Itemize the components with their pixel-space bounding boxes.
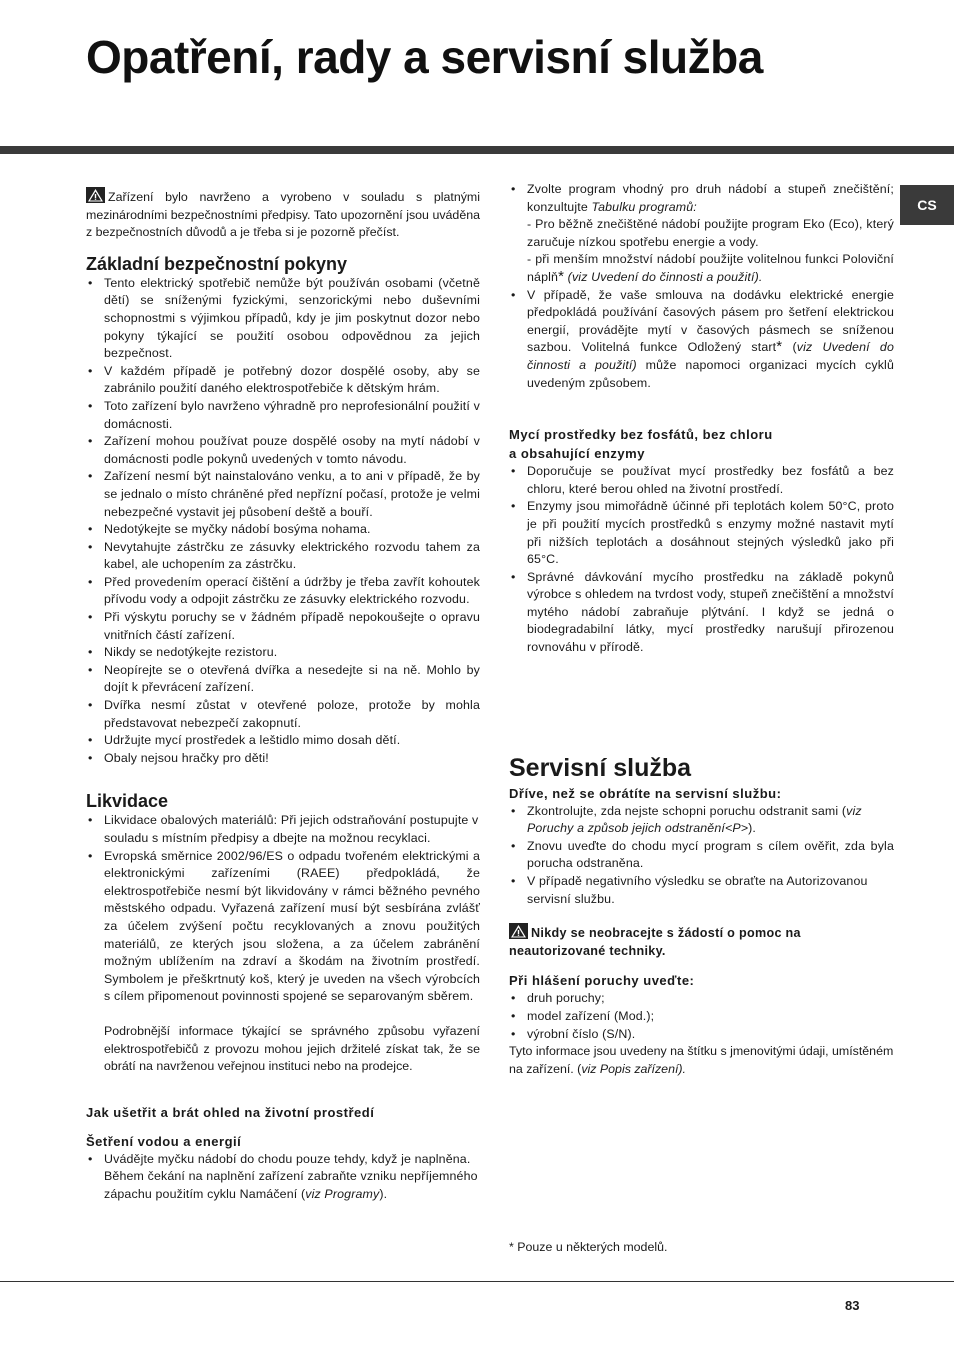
disposal-list	[86, 812, 480, 1006]
footnote-star: *	[776, 338, 783, 356]
eco-item2-ref2: (viz Uvedení do činnosti a použití).	[564, 269, 763, 284]
left-column	[86, 187, 480, 1204]
list-item: • druh poruchy;	[509, 990, 894, 1008]
footer-rule	[0, 1281, 954, 1282]
warning-icon	[86, 187, 105, 203]
list-item: • Tento elektrický spotřebič nemůže být používán osobami (včetně dětí) se sníženými fyzickými, senzorickými nebo duševními schopnostmi s výjimkou případů, kdy je jim poskytnut dozor nebo pokyny týkající se použití osobou odpovědnou za jejich bezpečnost.	[86, 275, 480, 363]
eco-item3-open: (	[782, 340, 797, 355]
safety-heading: Základní bezpečnostní pokyny	[86, 253, 348, 274]
footnote-star: *	[558, 267, 565, 285]
eco-item3-end: může napomoci organizaci mycích cyklů uvedeným způsobem.	[527, 357, 894, 390]
eco-item2-line2: - Pro běžně znečištěné nádobí použijte program Eko (Eco), který zaručuje nízkou spotřebu energie a vody.	[527, 217, 894, 249]
list-item	[509, 803, 894, 838]
eco-list-left	[86, 1151, 480, 1204]
list-item: • Toto zařízení bylo navrženo výhradně pro neprofesionální použití v domácnosti.	[86, 398, 480, 433]
intro-text: Zařízení bylo navrženo a vyrobeno v souladu s platnými mezinárodními bezpečnostními předpisy. Tato upozornění jsou uváděna z bezpečnostních důvodů a je třeba si je pozorně přečíst.	[86, 190, 480, 240]
detergents-list	[509, 463, 894, 657]
header-rule	[0, 146, 954, 154]
report-heading: Při hlášení poruchy uveďte:	[509, 973, 695, 989]
eco-item2-text: Zvolte program vhodný pro druh nádobí a stupeň znečištění; konzultujte	[527, 182, 894, 214]
list-item	[509, 287, 894, 393]
intro-paragraph	[86, 187, 480, 242]
list-item: • výrobní číslo (S/N).	[509, 1026, 894, 1044]
service-info	[509, 1043, 894, 1078]
eco-item2-line3: - při menším množství nádobí použijte volitelnou funkci Poloviční náplň	[527, 252, 894, 284]
service-before-heading: Dříve, než se obrátíte na servisní službu:	[509, 785, 782, 801]
list-item: • V případě negativního výsledku se obraťte na Autorizovanou servisní službu.	[509, 873, 894, 908]
right-column	[509, 181, 894, 1078]
list-item: • Před provedením operací čištění a údržby je třeba zavřít kohoutek přívodu vody a odpojit zástrčku ze zásuvky elektrického rozvodu.	[86, 574, 480, 609]
list-item: • Nikdy se nedotýkejte rezistoru.	[86, 644, 480, 662]
list-item: • Obaly nejsou hračky pro děti!	[86, 750, 480, 768]
eco-item2-ref: Tabulku programů:	[591, 199, 697, 214]
disposal-heading: Likvidace	[86, 791, 169, 812]
eco-heading: Jak ušetřit a brát ohled na životní prostředí	[86, 1104, 375, 1120]
list-item	[509, 181, 894, 287]
list-item: • Nevytahujte zástrčku ze zásuvky elektrického rozvodu tahem za kabel, ale uchopením za zástrčku.	[86, 539, 480, 574]
safety-list	[86, 275, 480, 768]
list-item: • Zařízení nesmí být nainstalováno venku, a to ani v případě, že by se jednalo o místo chráněné před nepřízní počasí, protože je velmi nebezpečné vystavit jej působení deště a bouří.	[86, 468, 480, 521]
service-b1-end: ).	[748, 821, 757, 836]
eco-item3-text: V případě, že vaše smlouva na dodávku elektrické energie předpokládá používání časových pásem pro šetření elektrickou energií, provádějte mytí v časových pásmech se sníženou sazbou. Volitelná funkce Odložený start	[527, 287, 894, 355]
list-item: • Zařízení mohou používat pouze dospělé osoby na mytí nádobí v domácnosti podle pokynů uvedených v tomto návodu.	[86, 433, 480, 468]
service-heading: Servisní služba	[509, 753, 692, 782]
list-item: • Neopírejte se o otevřená dvířka a nesedejte si na ně. Mohlo by dojít k převrácení zařízení.	[86, 662, 480, 697]
list-item: • Doporučuje se používat mycí prostředky bez fosfátů a bez chloru, které berou ohled na životní prostředí.	[509, 463, 894, 498]
eco-item1-end: ).	[379, 1186, 388, 1201]
warning-icon	[509, 923, 528, 939]
list-item: • Likvidace obalových materiálů: Při jejich odstraňování postupujte v souladu s místním předpisy a dbejte na možnou recyklaci.	[86, 812, 480, 847]
page-number: 83	[845, 1298, 860, 1313]
list-item: • Správné dávkování mycího prostředku na základě pokynů výrobce s ohledem na tvrdost vody, stupeň znečištění a množství mytého nádobí zabraňuje plýtvání. I když se jedná o biodegradabilní látky, mycí prostředky narušují přirozenou rovnováhu v přírodě.	[509, 569, 894, 657]
detergents-heading-line2: a obsahující enzymy	[509, 446, 645, 462]
list-item: • Dvířka nesmí zůstat v otevřené poloze, protože by mohla představovat nebezpečí zakopnutí.	[86, 697, 480, 732]
disposal-extra-paragraph: Podrobnější informace týkající se správného způsobu vyřazení elektrospotřebičů z provozu mohou jejich držitelé získat tak, že se obrátí na navrženou veřejnou instituci nebo na prodejce.	[104, 1023, 480, 1074]
detergents-heading-line1: Mycí prostředky bez fosfátů, bez chloru	[509, 427, 773, 443]
list-item: • V každém případě je potřebný dozor dospělé osoby, aby se zabránilo použití daného elektrospotřebiče k dětským hrám.	[86, 363, 480, 398]
report-list	[509, 990, 894, 1043]
service-info-ref: viz Popis zařízení).	[581, 1061, 686, 1076]
service-list	[509, 803, 894, 909]
eco-item1-text: Uvádějte myčku nádobí do chodu pouze tehdy, když je naplněna. Během čekání na naplnění zařízení zabraňte vzniku nepříjemného zápachu použitím cyklu Namáčení (	[104, 1151, 478, 1201]
list-item: • Nedotýkejte se myčky nádobí bosýma nohama.	[86, 521, 480, 539]
list-item: • Při výskytu poruchy se v žádném případě nepokoušejte o opravu vnitřních částí zařízení.	[86, 609, 480, 644]
list-item: • Udržujte mycí prostředek a leštidlo mimo dosah dětí.	[86, 732, 480, 750]
eco-list-right	[509, 181, 894, 392]
eco-subheading: Šetření vodou a energií	[86, 1133, 242, 1149]
service-info-text: Tyto informace jsou uvedeny na štítku s jmenovitými údaji, umístěném na zařízení. (	[509, 1044, 894, 1076]
language-tab: CS	[900, 185, 954, 225]
service-b1-ref: viz Poruchy a způsob jejich odstranění<P>	[527, 803, 862, 836]
service-warning	[509, 923, 894, 960]
service-warning-text: Nikdy se neobracejte s žádostí o pomoc na neautorizované techniky.	[509, 926, 801, 958]
list-item: • Znovu uveďte do chodu mycí program s cílem ověřit, zda byla porucha odstraněna.	[509, 838, 894, 873]
list-item: • Enzymy jsou mimořádně účinné při teplotách kolem 50°C, proto je při použití mycích prostředků s enzymy možné nastavit mytí při nižších teplotách a dosáhnout stejných výsledků jako při 65°C.	[509, 498, 894, 568]
footnote: * Pouze u některých modelů.	[509, 1240, 668, 1254]
eco-item1-ref: viz Programy	[305, 1186, 380, 1201]
list-item: • model zařízení (Mod.);	[509, 1008, 894, 1026]
page-title: Opatření, rady a servisní služba	[86, 31, 763, 83]
list-item	[86, 1151, 480, 1204]
list-item: • Evropská směrnice 2002/96/ES o odpadu tvořeném elektrickými a elektronickými zařízeními (RAEE) předpokládá, že elektrospotřebiče nesmí být likvidovány v rámci běžného pevného městského odpadu. Vyřazená zařízení musí být sesbírána zvlášť za účelem zvýšení počtu recyklovaných a znovu použitých materiálů, ze kterých jsou složena, a za účelem zabránění možným ublížením na zdraví a škodám na životním prostředí. Symbolem je přeškrtnutý koš, který je uveden na všech výrobcích s cílem připomenout povinnosti spojené se separovaným sběrem.	[86, 848, 480, 1006]
eco-item3-ref: viz Uvedení do činnosti a použití)	[527, 340, 895, 372]
service-b1-text: Zkontrolujte, zda nejste schopni poruchu odstranit sami (	[527, 803, 847, 818]
